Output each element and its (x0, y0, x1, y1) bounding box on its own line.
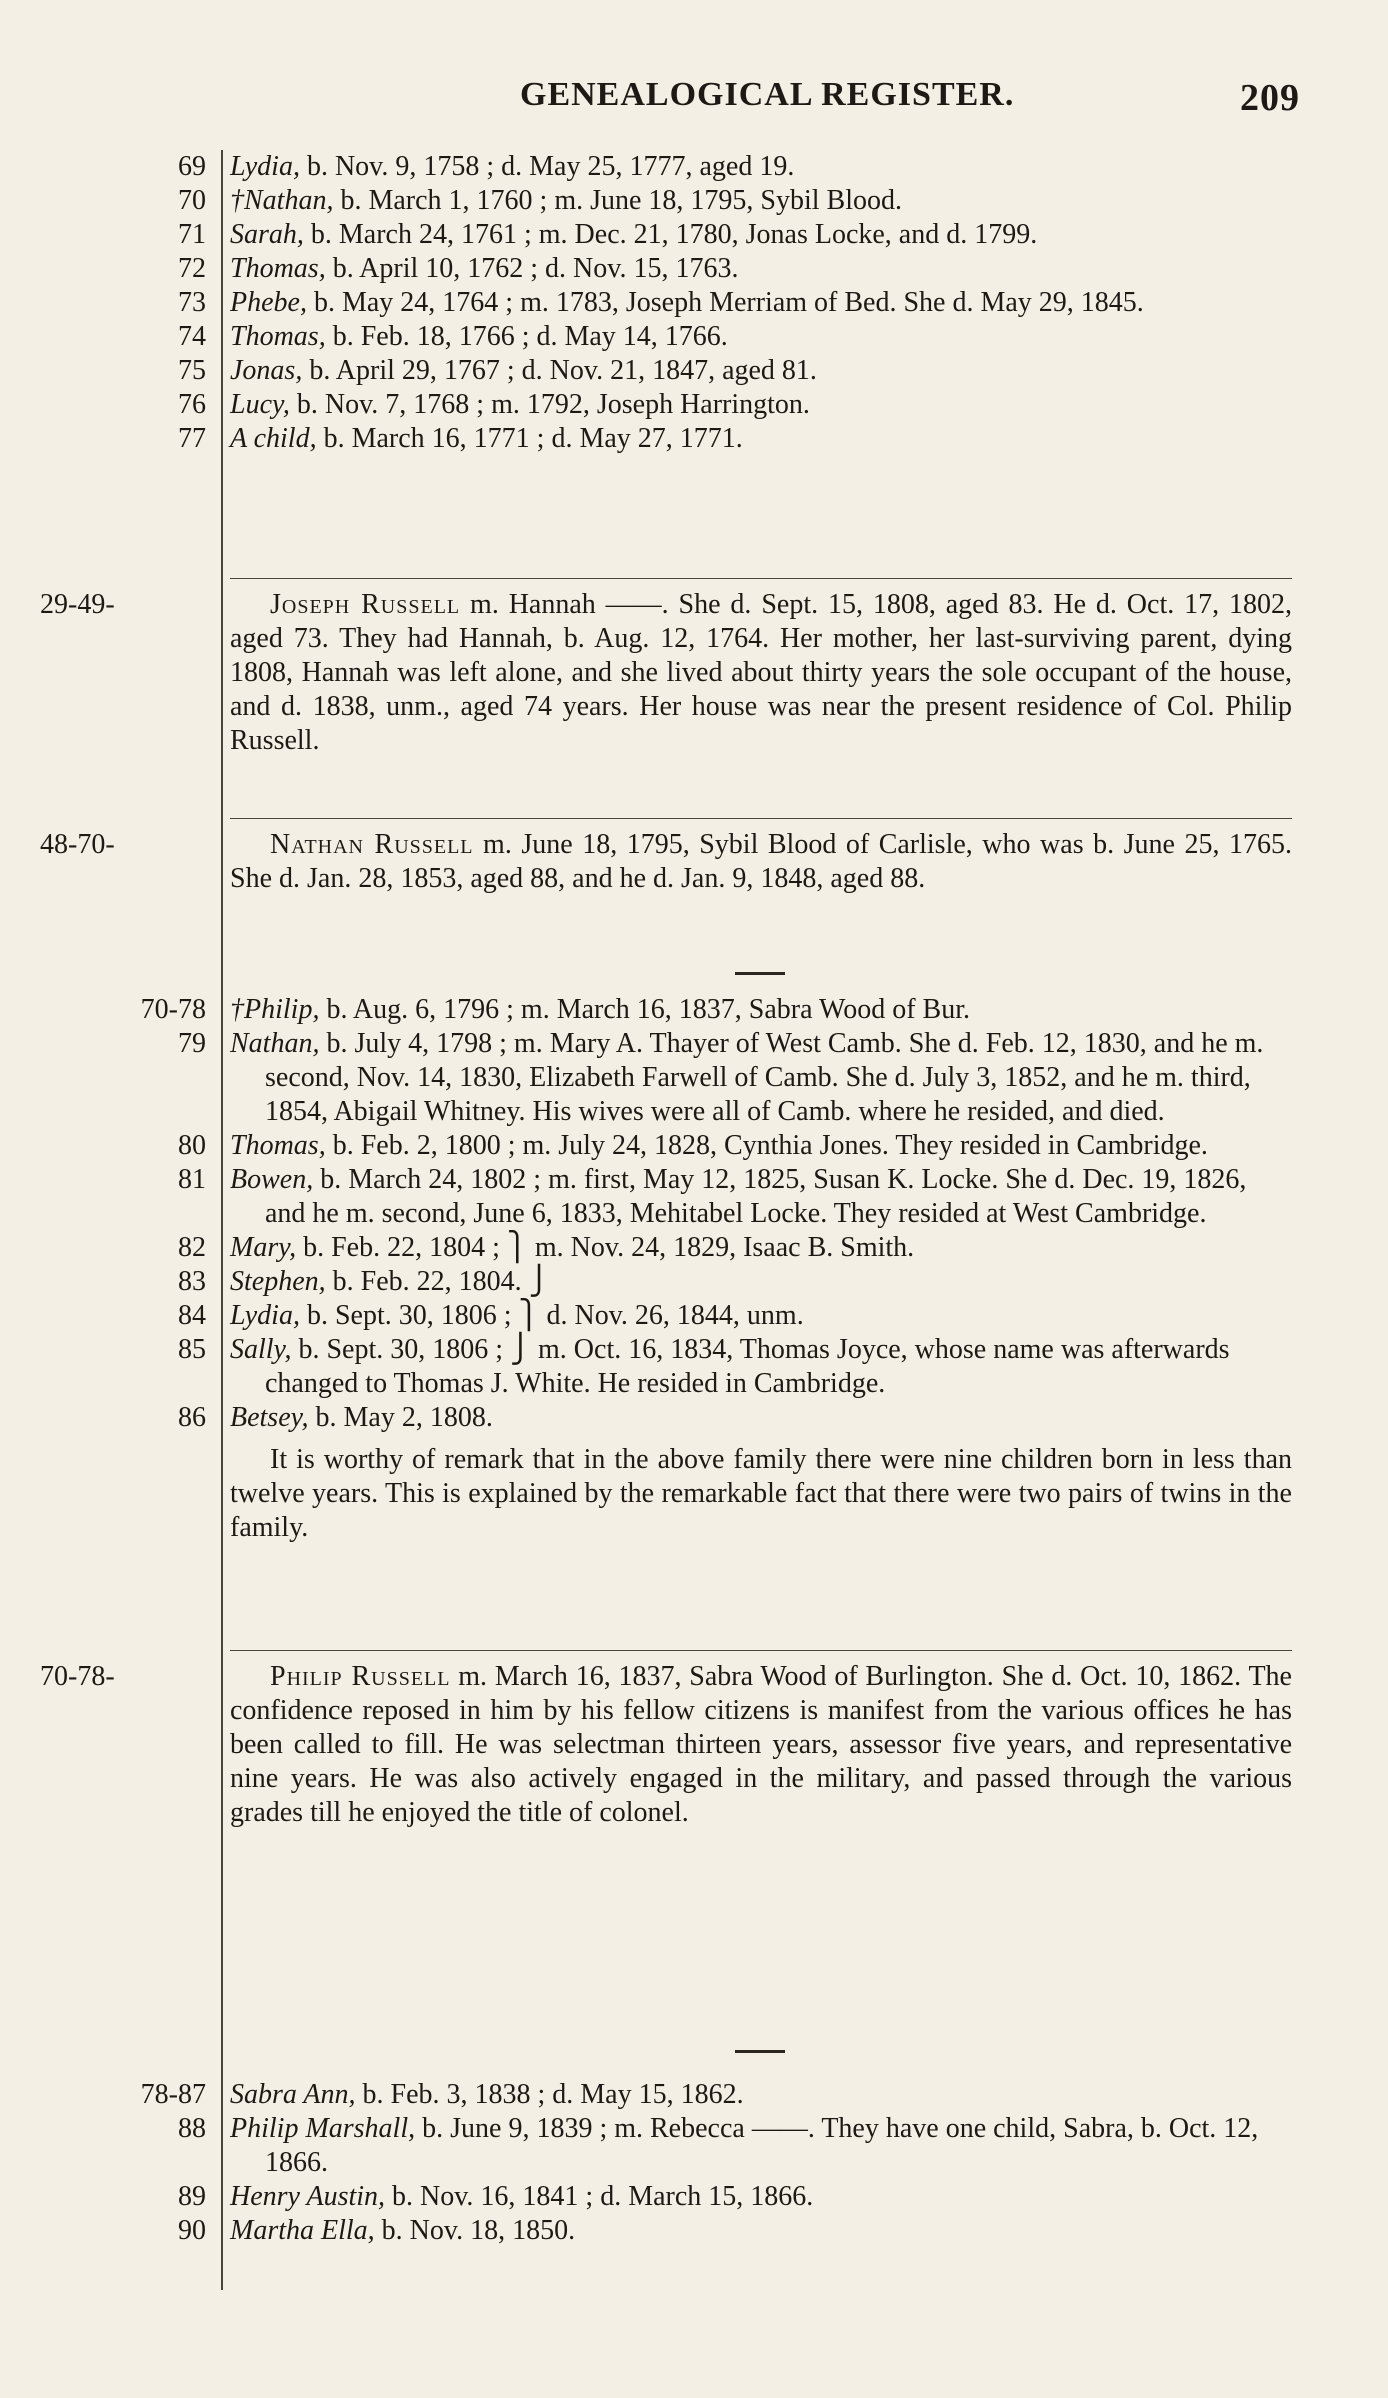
running-header (520, 76, 1300, 126)
entry-number: 77 (178, 423, 206, 454)
entry-text: b. July 4, 1798 ; m. Mary A. Thayer of West Camb. She d. Feb. 12, 1830, and he m. second, Nov. 14, 1830, Elizabeth Farwell of Camb. She d. July 3, 1852, and he m. third, 1854, Abigail Whitney. His wives were all of Camb. where he resided, and died. (265, 1028, 1264, 1127)
list-item (0, 422, 1388, 456)
entry-number: 80 (178, 1130, 206, 1161)
list-item (0, 150, 1388, 184)
entry-name: Sarah, (230, 219, 304, 250)
generation-reference: 48-70- (40, 829, 115, 860)
entry-text: b. Nov. 16, 1841 ; d. March 15, 1866. (385, 2181, 814, 2212)
entry-number: 76 (178, 389, 206, 420)
list-item (0, 1401, 1388, 1435)
children-list-3 (0, 2078, 1388, 2248)
head-name: Nathan Russell (270, 829, 474, 860)
entry-text: b. Nov. 9, 1758 ; d. May 25, 1777, aged 19. (299, 151, 795, 182)
entry-number: 86 (178, 1402, 206, 1433)
head-name: Philip Russell (270, 1661, 451, 1692)
entry-number: 73 (178, 287, 206, 318)
list-item (0, 993, 1388, 1027)
list-item (0, 2180, 1388, 2214)
page-number: 209 (1240, 77, 1300, 119)
entry-name: Sabra Ann, (230, 2079, 356, 2110)
entry-name: Henry Austin, (230, 2181, 386, 2212)
list-item (0, 252, 1388, 286)
list-item (0, 1163, 1388, 1231)
entry-number: 71 (178, 219, 206, 250)
list-item (0, 2078, 1388, 2112)
entry-text: b. Feb. 3, 1838 ; d. May 15, 1862. (355, 2079, 744, 2110)
entry-paragraph: m. March 16, 1837, Sabra Wood of Burlington. She d. Oct. 10, 1862. The confidence reposed in him by his fellow citizens is manifest from the various offices he has been called to fill. He was selectman thirteen years, assessor five years, and representative nine years. He was also actively engaged in the military, and passed through the various grades till he enjoyed the title of colonel. (230, 1661, 1292, 1828)
section-divider (230, 818, 1292, 819)
entry-name: A child, (230, 423, 317, 454)
entry-name: Thomas, (230, 321, 326, 352)
entry-number: 84 (178, 1300, 206, 1331)
entry-paragraph: m. June 18, 1795, Sybil Blood of Carlisle, who was b. June 25, 1765. She d. Jan. 28, 1853, aged 88, and he d. Jan. 9, 1848, aged 88. (230, 829, 1292, 894)
entry-number: 89 (178, 2181, 206, 2212)
entry-text: b. Feb. 22, 1804. ⎭ (325, 1266, 550, 1297)
entry-text: b. Sept. 30, 1806 ; ⎭ m. Oct. 16, 1834, Thomas Joyce, whose name was afterwards changed to Thomas J. White. He resided in Cambridge. (265, 1334, 1230, 1399)
list-item (0, 218, 1388, 252)
short-rule (735, 2050, 785, 2053)
list-item (0, 2214, 1388, 2248)
entry-name: Stephen, (230, 1266, 326, 1297)
entry-paragraph: m. Hannah ——. She d. Sept. 15, 1808, aged 83. He d. Oct. 17, 1802, aged 73. They had Hannah, b. Aug. 12, 1764. Her mother, her last-surviving parent, dying 1808, Hannah was left alone, and she lived about thirty years the sole occupant of the house, and d. 1838, unm., aged 74 years. Her house was near the present residence of Col. Philip Russell. (230, 589, 1292, 756)
entry-text: b. Sept. 30, 1806 ; ⎫ d. Nov. 26, 1844, unm. (299, 1300, 804, 1331)
entry-name: Thomas, (230, 1130, 326, 1161)
short-rule (735, 972, 785, 975)
generation-reference: 29-49- (40, 589, 115, 620)
entry-text: b. April 10, 1762 ; d. Nov. 15, 1763. (325, 253, 739, 284)
entry-number: 81 (178, 1164, 206, 1195)
entry-text: b. March 16, 1771 ; d. May 27, 1771. (316, 423, 743, 454)
head-name: Joseph Russell (270, 589, 461, 620)
entry-text: b. Nov. 7, 1768 ; m. 1792, Joseph Harrington. (289, 389, 810, 420)
entry-name: Phebe, (230, 287, 307, 318)
section-divider (230, 578, 1292, 579)
entry-text: b. Feb. 22, 1804 ; ⎫ m. Nov. 24, 1829, Isaac B. Smith. (296, 1232, 915, 1263)
entry-text: b. April 29, 1767 ; d. Nov. 21, 1847, aged 81. (302, 355, 817, 386)
children-list-1 (0, 150, 1388, 456)
entry-text: b. Aug. 6, 1796 ; m. March 16, 1837, Sabra Wood of Bur. (319, 994, 970, 1025)
entry-text: b. March 24, 1761 ; m. Dec. 21, 1780, Jonas Locke, and d. 1799. (303, 219, 1038, 250)
list-item (0, 286, 1388, 320)
list-item (0, 184, 1388, 218)
entry-number: 90 (178, 2215, 206, 2246)
entry-number: 82 (178, 1232, 206, 1263)
list-item (0, 2112, 1388, 2180)
entry-name: Lydia, (230, 1300, 300, 1331)
list-item (0, 354, 1388, 388)
page-title: GENEALOGICAL REGISTER. (520, 76, 1015, 113)
entry-text: b. March 1, 1760 ; m. June 18, 1795, Sybil Blood. (333, 185, 903, 216)
entry-number: 78-87 (140, 2079, 206, 2110)
section-divider (230, 1650, 1292, 1651)
remark-text: It is worthy of remark that in the above family there were nine children born in less than twelve years. This is explained by the remarkable fact that there were two pairs of twins in the family. (230, 1444, 1292, 1543)
entry-name: Thomas, (230, 253, 326, 284)
entry-name: Mary, (230, 1232, 297, 1263)
list-item (0, 1129, 1388, 1163)
entry-number: 70-78 (140, 994, 206, 1025)
children-list-2 (0, 993, 1388, 1545)
entry-name: Lucy, (230, 389, 290, 420)
list-item (0, 1299, 1388, 1333)
entry-text: b. Feb. 18, 1766 ; d. May 14, 1766. (325, 321, 728, 352)
entry-number: 69 (178, 151, 206, 182)
entry-text: b. March 24, 1802 ; m. first, May 12, 1825, Susan K. Locke. She d. Dec. 19, 1826, and he m. second, June 6, 1833, Mehitabel Locke. They resided at West Cambridge. (265, 1164, 1247, 1229)
entry-name: Philip Marshall, (230, 2113, 416, 2144)
remark (0, 1443, 1388, 1545)
family-entry-joseph (0, 588, 1388, 758)
entry-name: Jonas, (230, 355, 303, 386)
entry-number: 83 (178, 1266, 206, 1297)
family-entry-nathan (0, 828, 1388, 896)
entry-text: b. May 24, 1764 ; m. 1783, Joseph Merriam of Bed. She d. May 29, 1845. (306, 287, 1144, 318)
entry-text: b. Feb. 2, 1800 ; m. July 24, 1828, Cynthia Jones. They resided in Cambridge. (325, 1130, 1208, 1161)
entry-text: b. May 2, 1808. (308, 1402, 493, 1433)
entry-number: 72 (178, 253, 206, 284)
entry-number: 75 (178, 355, 206, 386)
entry-number: 79 (178, 1028, 206, 1059)
list-item (0, 1265, 1388, 1299)
generation-reference: 70-78- (40, 1661, 115, 1692)
entry-number: 70 (178, 185, 206, 216)
list-item (0, 1231, 1388, 1265)
entry-text: b. Nov. 18, 1850. (374, 2215, 576, 2246)
list-item (0, 388, 1388, 422)
entry-name: Bowen, (230, 1164, 314, 1195)
entry-text: b. June 9, 1839 ; m. Rebecca ——. They have one child, Sabra, b. Oct. 12, 1866. (265, 2113, 1259, 2178)
entry-name: Sally, (230, 1334, 292, 1365)
entry-name: †Nathan, (230, 185, 334, 216)
entry-number: 74 (178, 321, 206, 352)
entry-name: Nathan, (230, 1028, 320, 1059)
list-item (0, 320, 1388, 354)
entry-name: Lydia, (230, 151, 300, 182)
list-item (0, 1027, 1388, 1129)
entry-name: †Philip, (230, 994, 320, 1025)
list-item (0, 1333, 1388, 1401)
family-entry-philip (0, 1660, 1388, 1830)
entry-number: 85 (178, 1334, 206, 1365)
entry-number: 88 (178, 2113, 206, 2144)
entry-name: Martha Ella, (230, 2215, 375, 2246)
entry-name: Betsey, (230, 1402, 309, 1433)
